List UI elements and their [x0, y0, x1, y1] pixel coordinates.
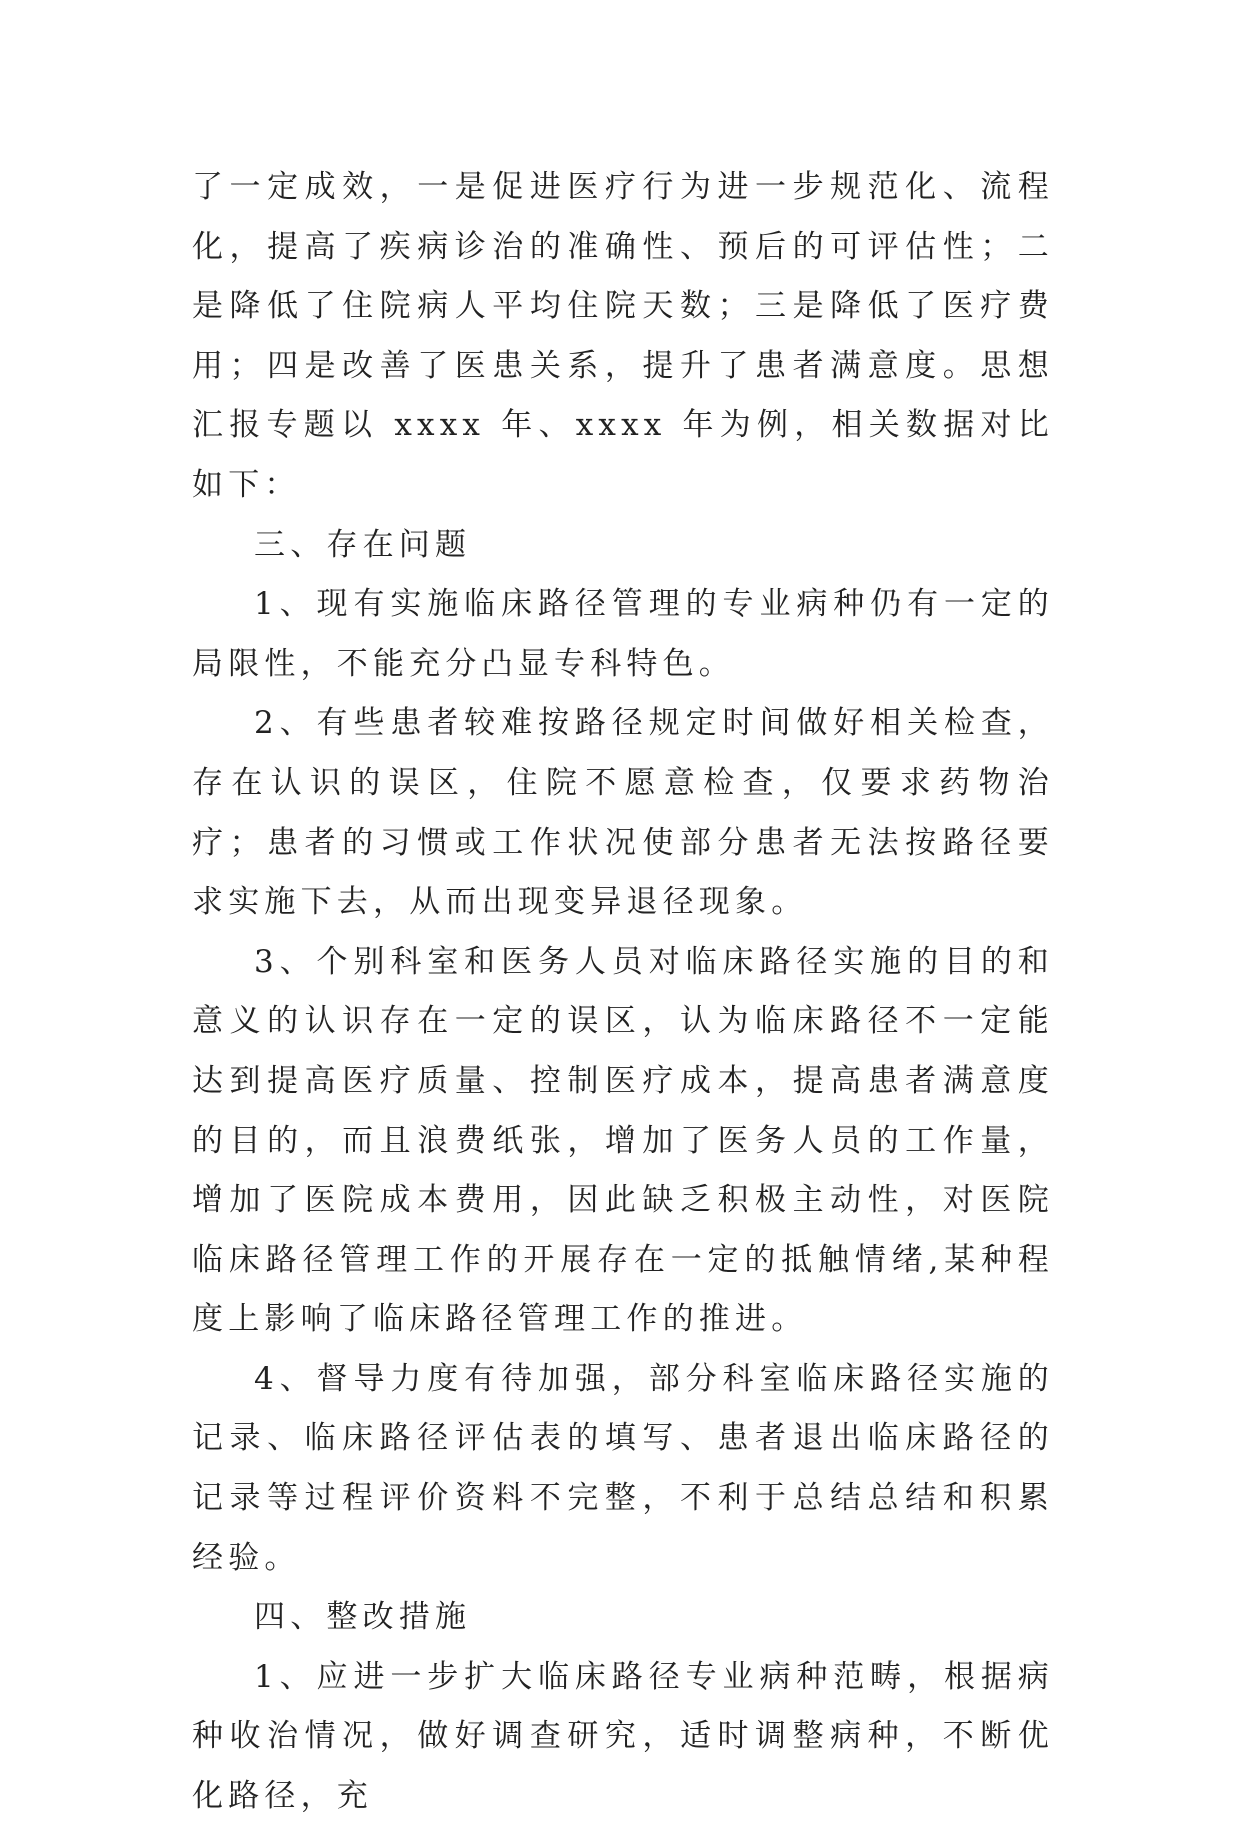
paragraph-outcomes: 了一定成效，一是促进医疗行为进一步规范化、流程化，提高了疾病诊治的准确性、预后的可评估性；二是降低了住院病人平均住院天数；三是降低了医疗费用；四是改善了医患关系，提升了患者满意度。思想汇报专题以 xxxx 年、xxxx 年为例，相关数据对比如下：: [192, 169, 1054, 503]
section-heading-measures: 四、整改措施: [254, 1599, 472, 1636]
document-body: [192, 158, 1054, 1827]
problem-item-4: 4、督导力度有待加强，部分科室临床路径实施的记录、临床路径评估表的填写、患者退出临床路径的记录等过程评价资料不完整，不利于总结总结和积累经验。: [192, 1360, 1054, 1576]
problem-item-2: 2、有些患者较难按路径规定时间做好相关检查，存在认识的误区，住院不愿意检查，仅要求药物治疗；患者的习惯或工作状况使部分患者无法按路径要求实施下去，从而出现变异退径现象。: [192, 705, 1054, 921]
problem-item-3: 3、个别科室和医务人员对临床路径实施的目的和意义的认识存在一定的误区，认为临床路径不一定能达到提高医疗质量、控制医疗成本，提高患者满意度的目的，而且浪费纸张，增加了医务人员的工作量，增加了医院成本费用，因此缺乏积极主动性，对医院临床路径管理工作的开展存在一定的抵触情绪,某种程度上影响了临床路径管理工作的推进。: [192, 943, 1054, 1338]
measure-item-1: 1、应进一步扩大临床路径专业病种范畴，根据病种收治情况，做好调查研究，适时调整病种，不断优化路径，充: [192, 1658, 1054, 1815]
problem-item-1: 1、现有实施临床路径管理的专业病种仍有一定的局限性，不能充分凸显专科特色。: [192, 586, 1054, 682]
section-heading-problems: 三、存在问题: [254, 526, 472, 563]
